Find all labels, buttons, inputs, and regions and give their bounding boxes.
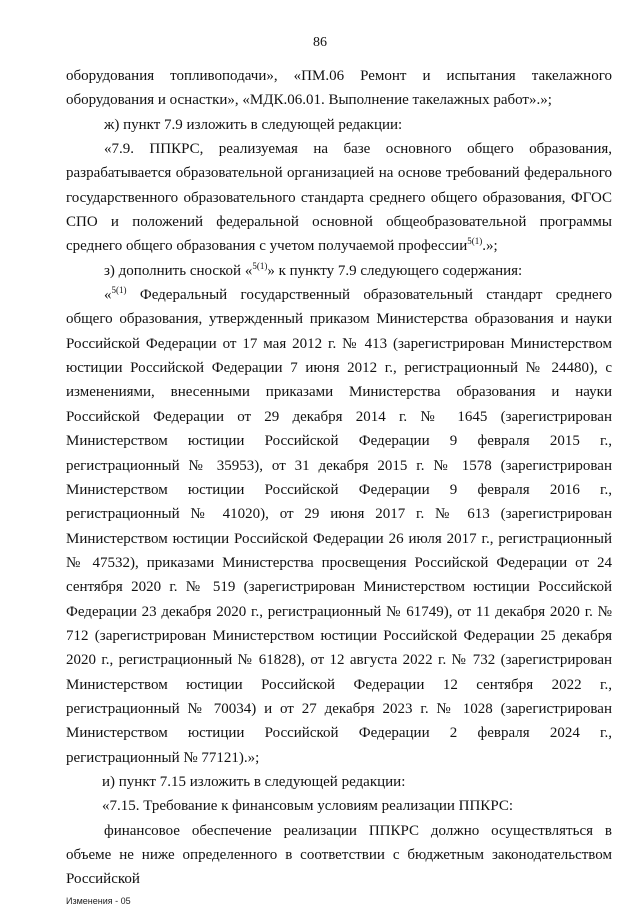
revision-footer: Изменения - 05 bbox=[66, 896, 131, 906]
paragraph-clause-7-15: «7.15. Требование к финансовым условиям реализации ППКРС: bbox=[102, 798, 514, 815]
item-z-text-end: » к пункту 7.9 следующего содержания: bbox=[267, 262, 523, 279]
paragraph-equipment-list: оборудования топливоподачи», «ПМ.06 Ремонт и испытания такелажного оборудования и оснастки», «МДК.06.01. Выполнение такелажных работ».»; bbox=[66, 68, 612, 109]
paragraph-financial-support: финансовое обеспечение реализации ППКРС должно осуществляться в объеме не ниже определенного в соответствии с бюджетным законодательством Российской bbox=[66, 822, 612, 888]
footnote-5-1-text: Федеральный государственный образовательный стандарт среднего общего образования, утвержденный приказом Министерства образования и науки Российской Федерации от 17 мая 2012 г. № 413 (зарегистрирован Министерством юстиции Российской Федерации 7 июня 2012 г., регистрационный № 24480), с изменениями, внесенными приказами Министерства образования и науки Российской Федерации от 29 декабря 2014 г. № 1645 (зарегистрирован Министерством юстиции Российской Федерации 9 февраля 2015 г., регистрационный № 35953), от 31 декабря 2015 г. № 1578 (зарегистрирован Министерством юстиции Российской Федерации 9 февраля 2016 г., регистрационный № 41020), от 29 июня 2017 г. № 613 (зарегистрирован Министерством юстиции Российской Федерации 26 июля 2017 г., регистрационный № 47532), приказами Министерства просвещения Российской Федерации от 24 сентября 2020 г. № 519 (зарегистрирован Министерством юстиции Российской Федерации 23 декабря 2020 г., регистрационный № 61749), от 11 декабря 2020 г. № 712 (зарегистрирован Министерством юстиции Российской Федерации 25 декабря 2020 г., регистрационный № 61828), от 12 августа 2022 г. № 732 (зарегистрирован Министерством юстиции Российской Федерации 12 сентября 2022 г., регистрационный № 70034) и от 27 декабря 2023 г. № 1028 (зарегистрирован Министерством юстиции Российской Федерации 2 февраля 2024 г., регистрационный № 77121).»; bbox=[66, 287, 612, 766]
footnote-marker-5-1: 5(1) bbox=[111, 285, 127, 296]
document-body bbox=[66, 64, 612, 892]
footnote-ref-5-1: 5(1) bbox=[467, 236, 483, 247]
paragraph-item-i: и) пункт 7.15 изложить в следующей редакции: bbox=[102, 773, 406, 790]
item-z-text-start: з) дополнить сноской « bbox=[104, 262, 253, 279]
paragraph-item-z bbox=[66, 259, 612, 283]
paragraph-footnote-5-1 bbox=[66, 283, 612, 770]
paragraph-clause-7-9 bbox=[66, 137, 612, 259]
clause-7-9-closing: .»; bbox=[482, 238, 498, 255]
paragraph-item-zh: ж) пункт 7.9 изложить в следующей редакции: bbox=[104, 116, 403, 133]
clause-7-9-text: «7.9. ППКРС, реализуемая на базе основного общего образования, разрабатывается образовательной организацией на основе требований федерального государственного образовательного стандарта среднего общего образования, ФГОС СПО и положений федеральной основной общеобразовательной программы среднего общего образования с учетом получаемой профессии bbox=[66, 141, 612, 255]
footnote-ref-5-1-inline: 5(1) bbox=[252, 260, 268, 271]
footnote-open-quote: « bbox=[104, 287, 112, 304]
page-number: 86 bbox=[313, 35, 327, 50]
